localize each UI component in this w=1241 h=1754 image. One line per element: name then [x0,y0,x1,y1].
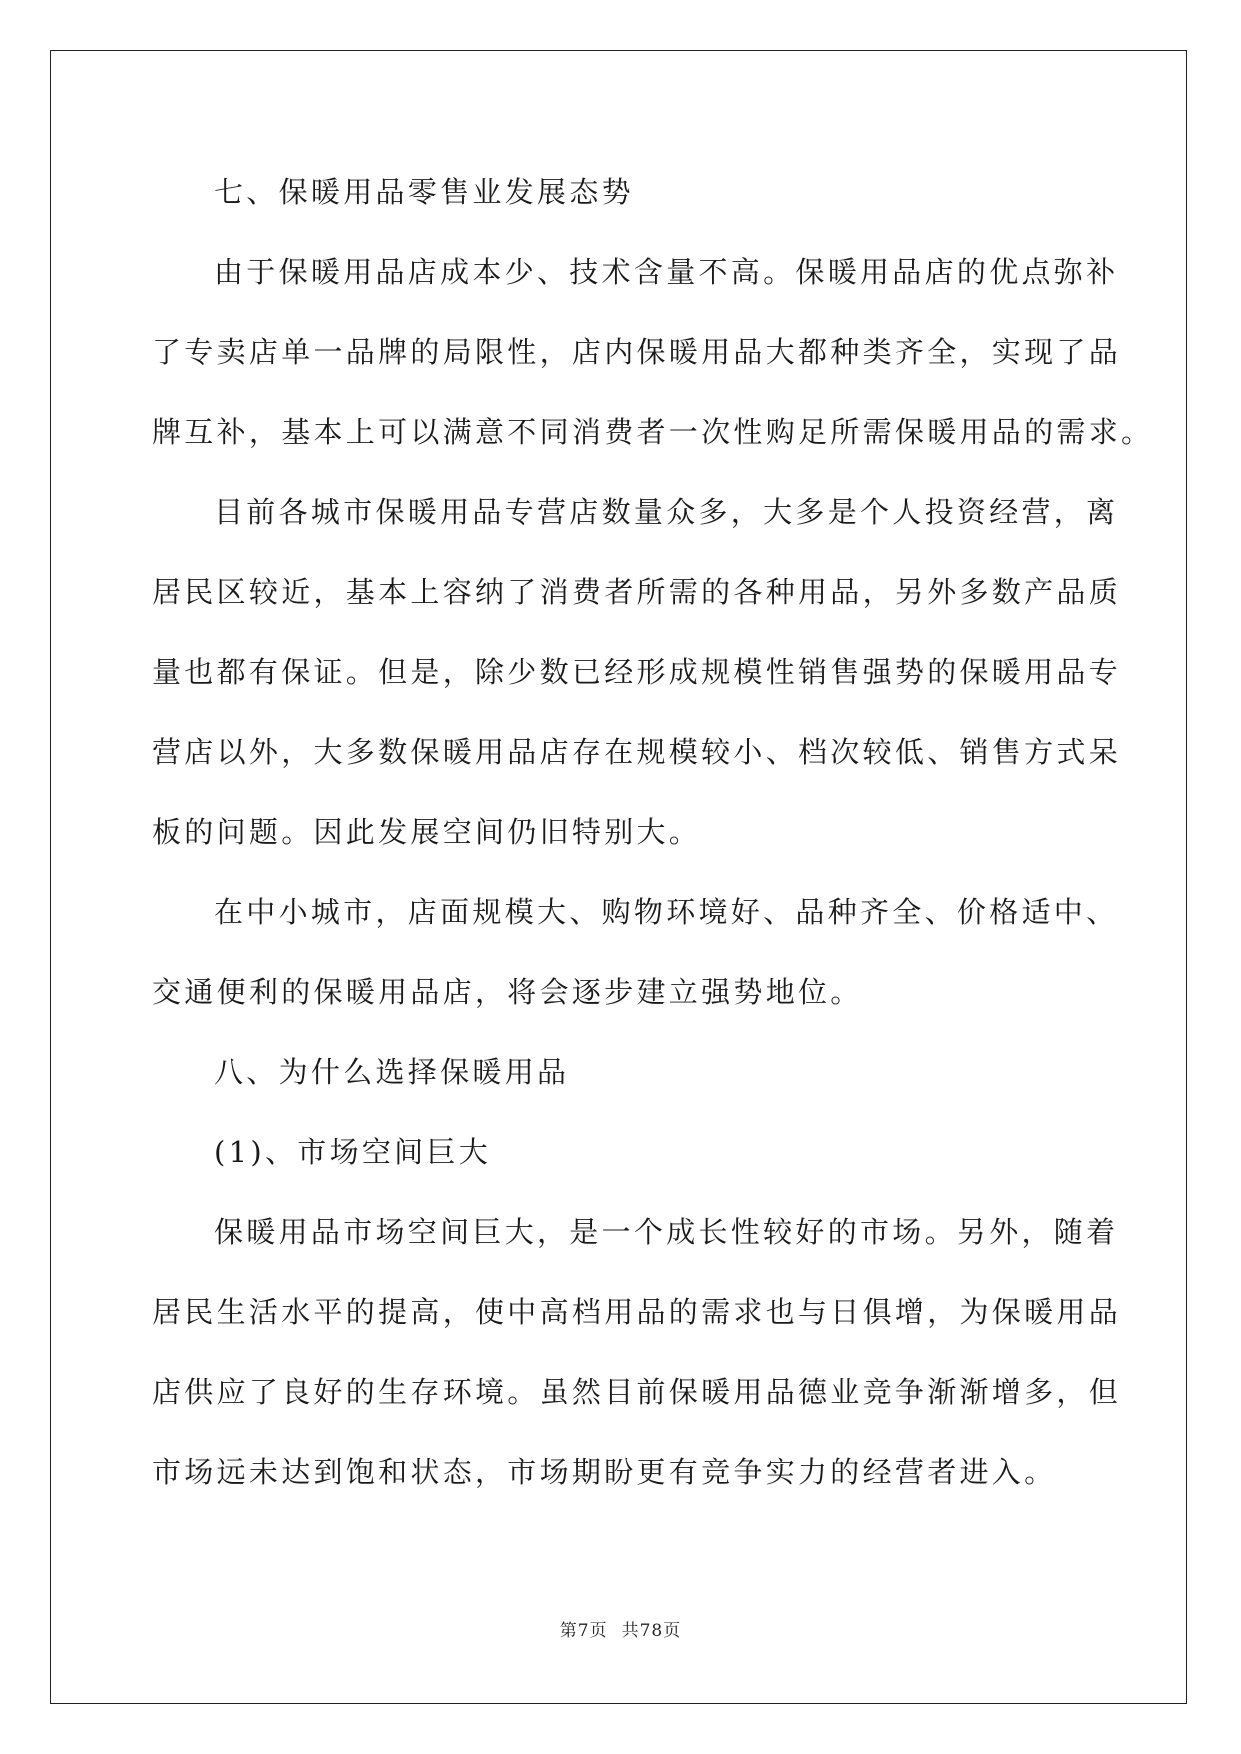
paragraph-line: 由于保暖用品店成本少、技术含量不高。保暖用品店的优点弥补 [214,255,1119,289]
paragraph-line: 目前各城市保暖用品专营店数量众多，大多是个人投资经营，离 [214,495,1119,529]
paragraph-line: 营店以外，大多数保暖用品店存在规模较小、档次较低、销售方式呆 [152,735,1122,769]
page-number: 第7页 [559,1621,608,1641]
paragraph-line: 保暖用品市场空间巨大，是一个成长性较好的市场。另外，随着 [214,1215,1119,1249]
paragraph-line: 市场远未达到饱和状态，市场期盼更有竞争实力的经营者进入。 [152,1455,1057,1489]
paragraph-line: 居民区较近，基本上容纳了消费者所需的各种用品，另外多数产品质 [152,575,1122,609]
paragraph-line: 在中小城市，店面规模大、购物环境好、品种齐全、价格适中、 [214,895,1119,929]
paragraph-line: 居民生活水平的提高，使中高档用品的需求也与日俱增，为保暖用品 [152,1295,1122,1329]
paragraph-line: 牌互补，基本上可以满意不同消费者一次性购足所需保暖用品的需求。 [152,415,1154,449]
paragraph-line: 店供应了良好的生存环境。虽然目前保暖用品德业竞争渐渐增多，但 [152,1375,1122,1409]
paragraph-line: 了专卖店单一品牌的局限性，店内保暖用品大都种类齐全，实现了品 [152,335,1122,369]
page-total: 共78页 [621,1621,682,1641]
section-heading-7: 七、保暖用品零售业发展态势 [214,175,634,209]
paragraph-line: 交通便利的保暖用品店，将会逐步建立强势地位。 [152,975,863,1009]
paragraph-line: 板的问题。因此发展空间仍旧特别大。 [152,815,702,849]
paragraph-line: 量也都有保证。但是，除少数已经形成规模性销售强势的保暖用品专 [152,655,1122,689]
page-footer [0,1616,1241,1641]
section-heading-8: 八、为什么选择保暖用品 [214,1055,570,1089]
subsection-heading-1: (1)、市场空间巨大 [214,1135,492,1169]
document-body [152,165,1154,1525]
